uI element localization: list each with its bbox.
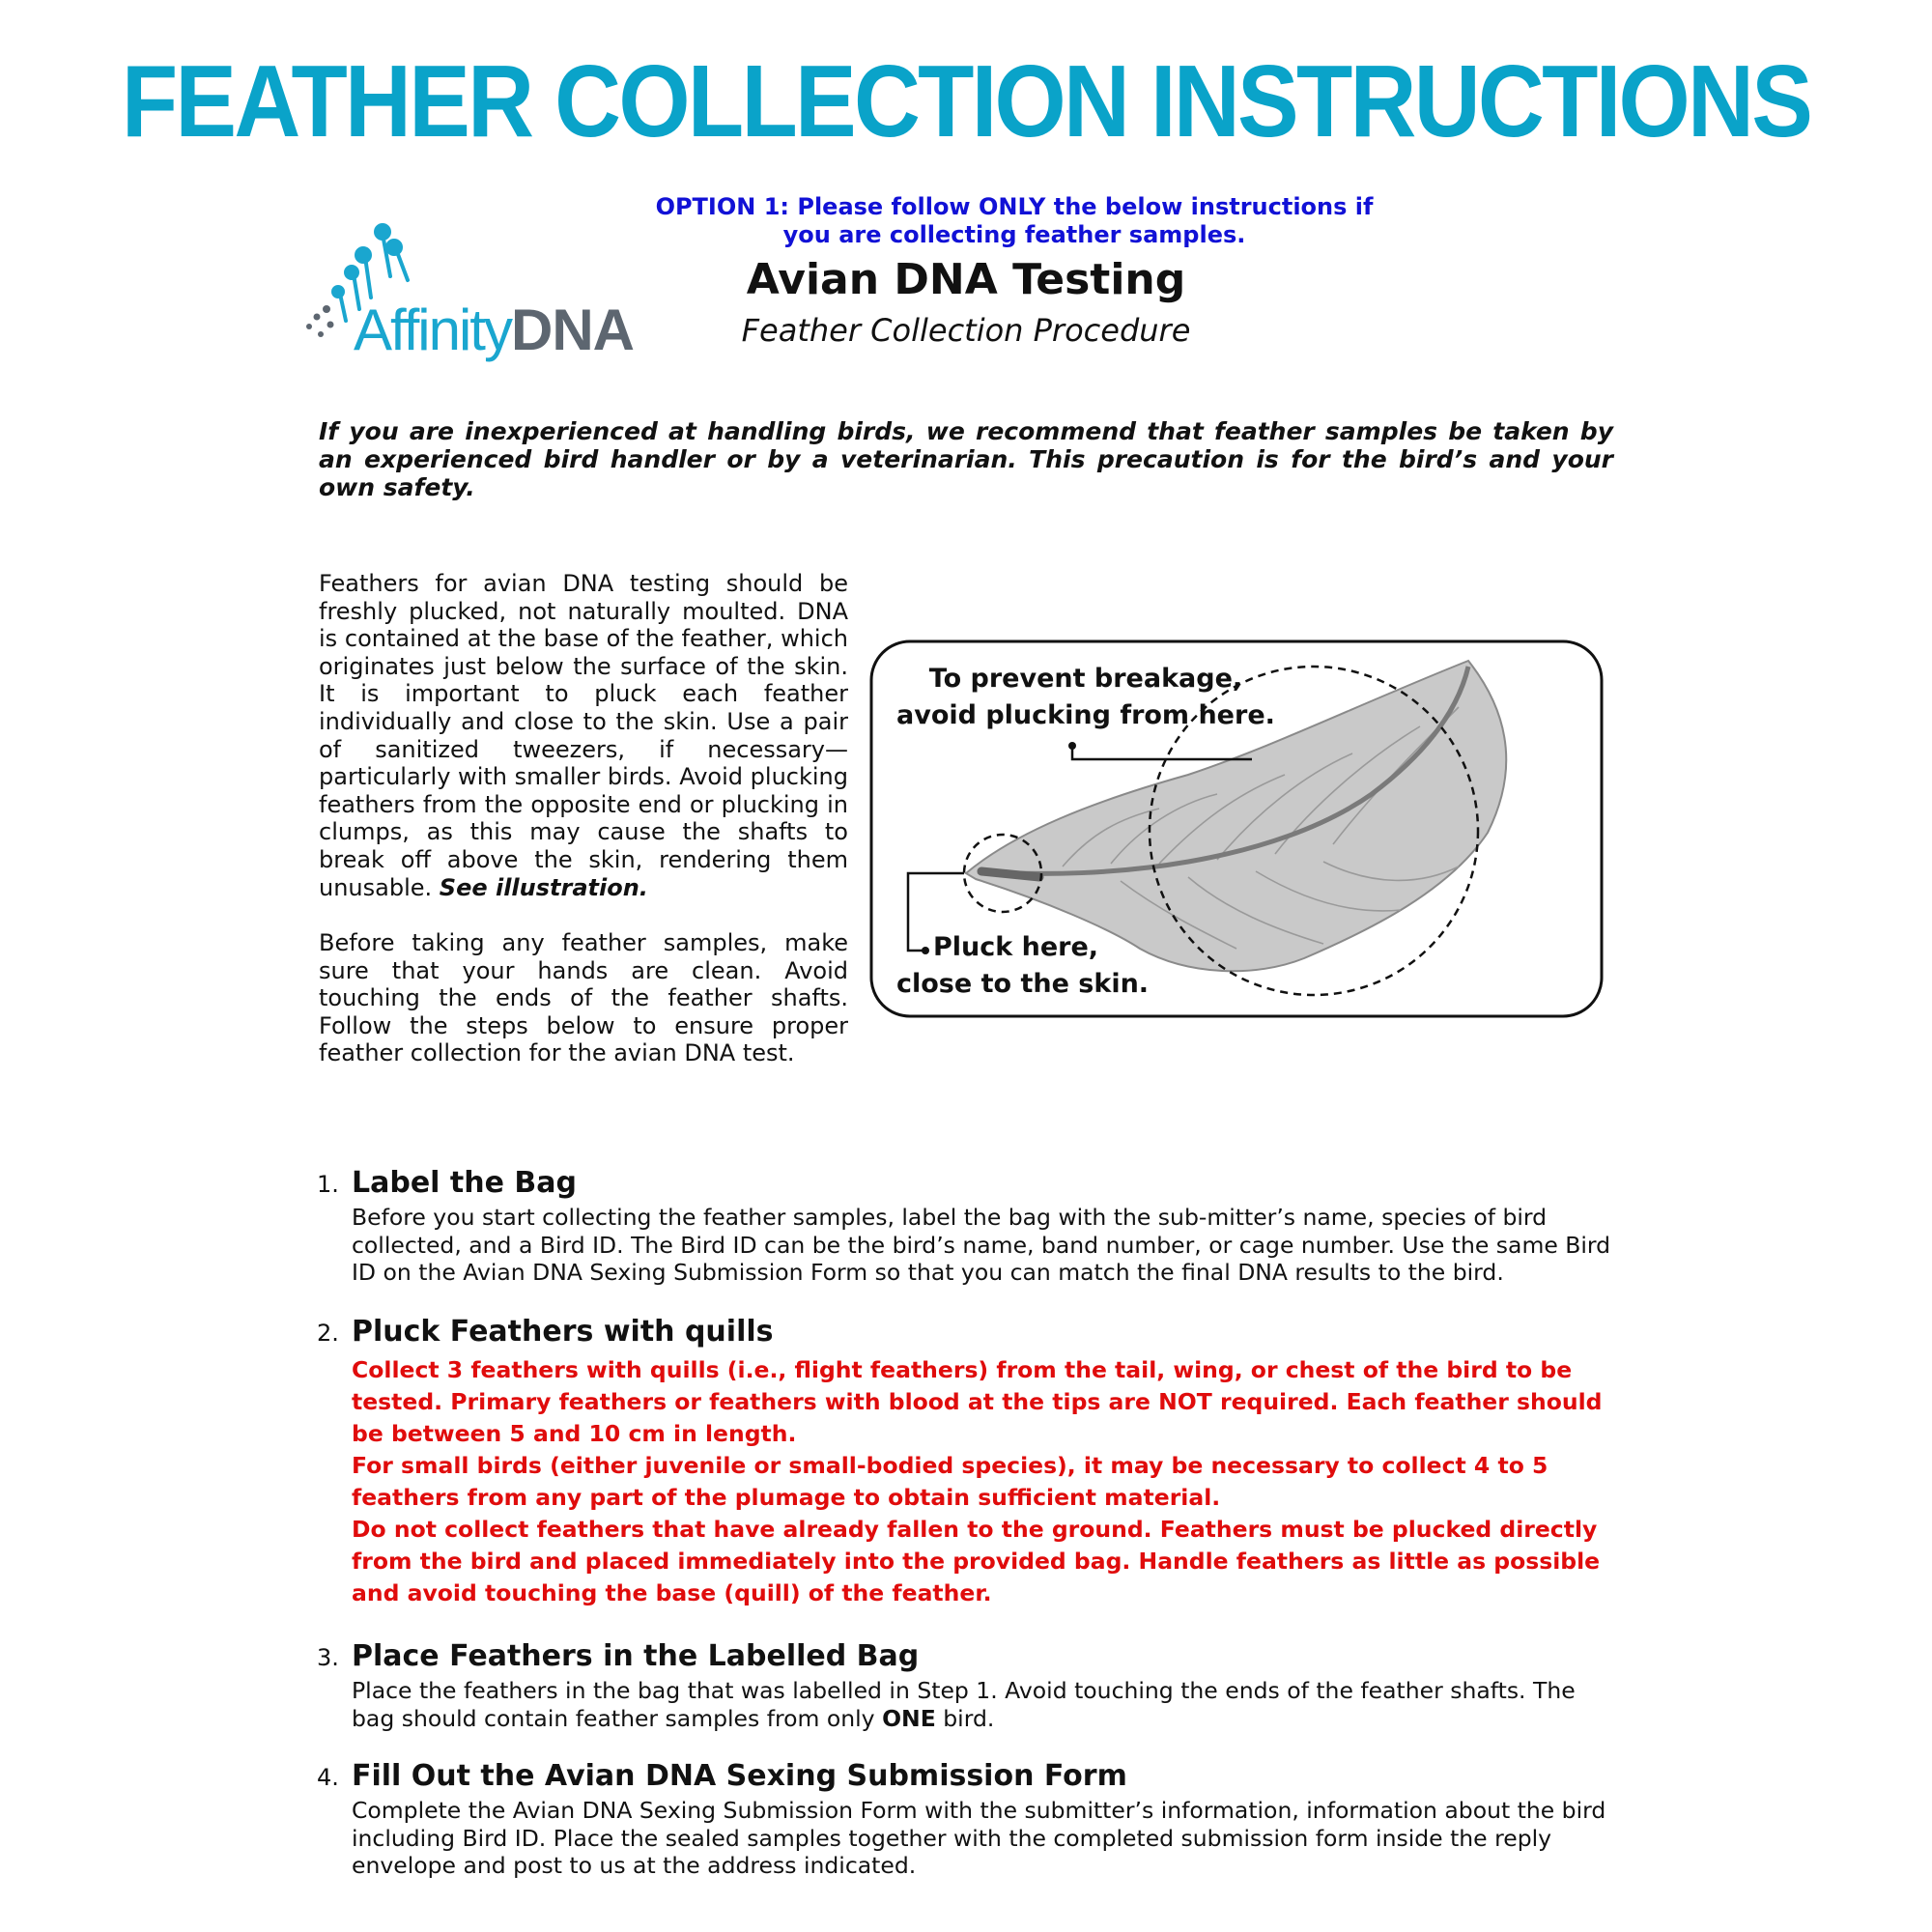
callout-pluck-line-1: Pluck here, [933,932,1099,962]
step-number: 4. [317,1764,339,1791]
page-title: FEATHER COLLECTION INSTRUCTIONS [121,44,1811,158]
step-number: 1. [317,1171,339,1198]
step-body [352,1677,1617,1732]
intro-paragraph-2: Before taking any feather samples, make sure that your hands are clean. Avoid touching the ends of the feather shafts. Follow the steps below to ensure proper feather collection for the avian DNA test. [319,929,848,1067]
callout-pluck [896,929,1149,1003]
see-illustration-note: See illustration. [439,873,648,901]
red-instruction-3: Do not collect feathers that have already fallen to the ground. Feathers must be plucked directly from the bird and placed immediately into the provided bag. Handle feathers as little as possible and avoid touching the base (quill) of the feather. [352,1516,1601,1606]
callout-pluck-line-2: close to the skin. [896,969,1150,999]
document-subtitle: Feather Collection Procedure [741,312,1191,349]
option-note-line-2: you are collecting feather samples. [782,221,1246,248]
callout-avoid [896,661,1275,734]
red-instruction-1: Collect 3 feathers with quills (i.e., flight feathers) from the tail, wing, or chest of the bird to be tested. Primary feathers or feathers with blood at the tips are NOT required. Each feather should be between 5 and 10 cm in length. [352,1356,1603,1447]
option-note [580,193,1449,249]
step-body: Before you start collecting the feather samples, label the bag with the sub-mitter’s name, species of bird collected, and a Bird ID. The Bird ID can be the bird’s name, band number, or cage number. Use the same Bird ID on the Avian DNA Sexing Submission Form so that you can match the final DNA results to the bird. [352,1204,1611,1287]
intro-paragraph-1-text: Feathers for avian DNA testing should be freshly plucked, not naturally moulted. DNA is contained at the base of the feather, which originates just below the surface of the skin. It is important to pluck each feather individually and close to the skin. Use a pair of sanitized tweezers, if necessary—particularly with smaller birds. Avoid plucking feathers from the opposite end or plucking in clumps, as this may cause the shafts to break off above the skin, rendering them unusable. [319,570,848,901]
intro-paragraph-1 [319,570,848,901]
step-title: Label the Bag [352,1166,577,1200]
step-body: Complete the Avian DNA Sexing Submission Form with the submitter’s information, information about the bird including Bird ID. Place the sealed samples together with the completed submission form inside the reply envelope and post to us at the address indicated. [352,1797,1606,1880]
step-number: 2. [317,1320,339,1347]
document-title: Avian DNA Testing [746,255,1186,304]
step-title: Fill Out the Avian DNA Sexing Submission Form [352,1759,1127,1793]
step-body-part-b: bird. [943,1704,995,1732]
step-number: 3. [317,1644,339,1671]
step-title: Place Feathers in the Labelled Bag [352,1639,920,1673]
step-body-emphasis: ONE [882,1704,936,1732]
logo-wordmark [354,298,634,362]
red-instruction-2: For small birds (either juvenile or small-bodied species), it may be necessary to collect 4 to 5 feathers from any part of the plumage to obtain sufficient material. [352,1452,1548,1511]
callout-avoid-line-2: avoid plucking from here. [896,700,1275,730]
safety-warning: If you are inexperienced at handling birds, we recommend that feather samples be taken by an experienced bird handler or by a veterinarian. This precaution is for the bird’s and your own safety. [319,417,1613,501]
logo-text-affinity: Affinity [354,298,511,362]
step-body-red [352,1354,1617,1609]
step-title: Pluck Feathers with quills [352,1315,774,1349]
callout-avoid-line-1: To prevent breakage, [928,664,1243,694]
logo-text-dna: DNA [510,298,634,362]
step-body-part-a: Place the feathers in the bag that was labelled in Step 1. Avoid touching the ends of the feather shafts. The bag should contain feather samples from only [352,1677,1576,1732]
option-note-line-1: OPTION 1: Please follow ONLY the below instructions if [655,193,1374,220]
